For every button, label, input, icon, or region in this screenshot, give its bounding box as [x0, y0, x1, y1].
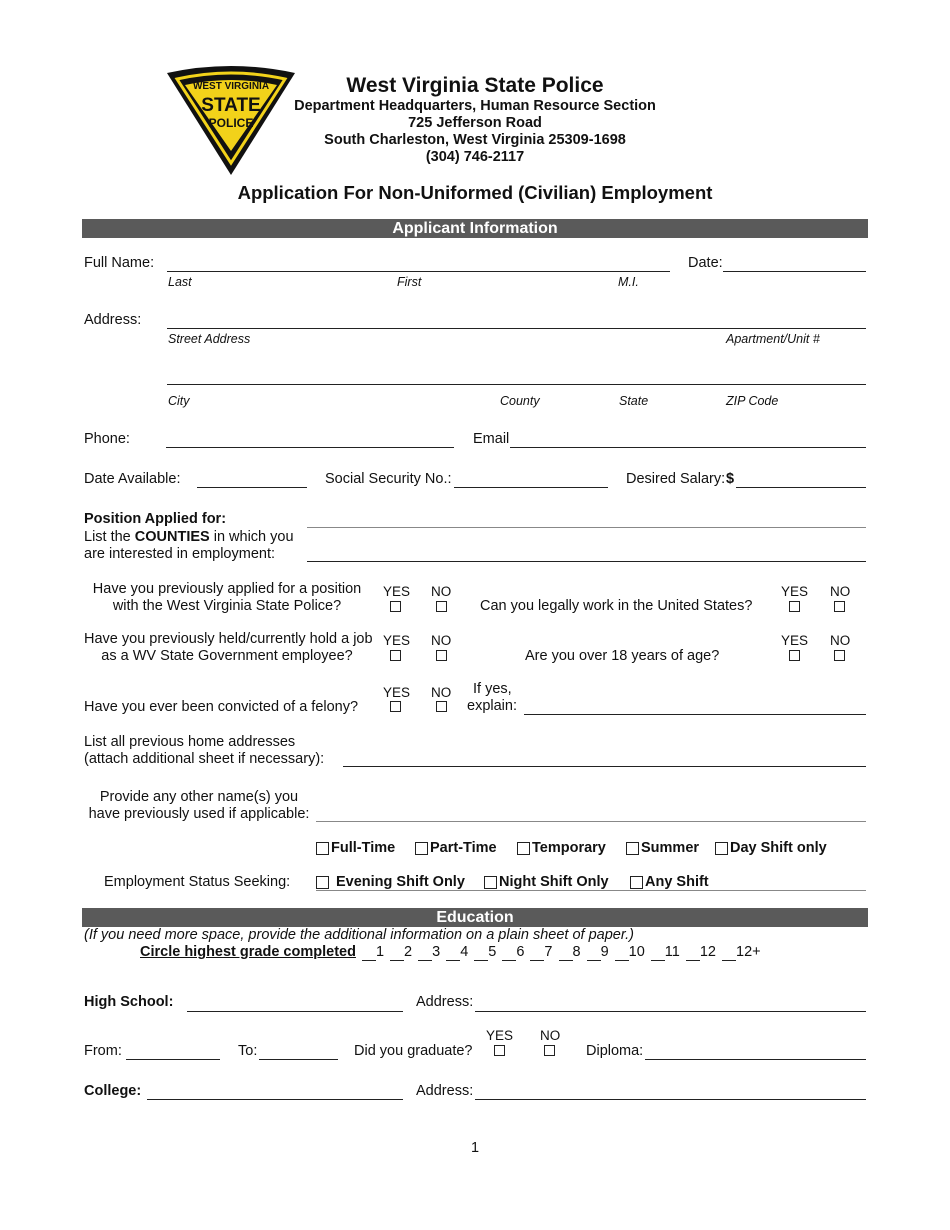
grade-blank[interactable]	[559, 944, 573, 961]
grade-row	[140, 944, 761, 961]
grade-option-1[interactable]: 1	[375, 944, 385, 960]
graduate-label: Did you graduate?	[354, 1043, 473, 1059]
summer-label: Summer	[641, 840, 700, 856]
summer-checkbox[interactable]	[626, 842, 639, 855]
seal-text-state: STATE	[201, 95, 261, 116]
felony-yes-checkbox[interactable]	[390, 701, 401, 712]
any-shift-checkbox[interactable]	[630, 876, 643, 889]
applied-yes-checkbox[interactable]	[390, 601, 401, 612]
part-time-checkbox[interactable]	[415, 842, 428, 855]
full-name-label: Full Name:	[84, 255, 155, 271]
full-time-checkbox[interactable]	[316, 842, 329, 855]
grade-option-3[interactable]: 3	[432, 944, 441, 960]
page-number: 1	[470, 1140, 480, 1156]
grade-blank[interactable]	[418, 944, 432, 961]
temporary-checkbox[interactable]	[517, 842, 530, 855]
city-state-zip-field[interactable]	[167, 384, 866, 385]
grade-option-8[interactable]: 8	[572, 944, 581, 960]
grade-options[interactable]	[356, 944, 761, 960]
no-label: NO	[830, 633, 851, 648]
explain-label: explain:	[467, 698, 517, 714]
evening-shift-checkbox[interactable]	[316, 876, 329, 889]
grade-blank[interactable]	[362, 944, 376, 961]
grade-option-12+[interactable]: 12+	[736, 944, 761, 960]
previous-addresses-line1: List all previous home addresses	[84, 734, 296, 750]
date-available-field[interactable]	[197, 487, 307, 488]
yes-label: YES	[383, 685, 411, 700]
college-address-field[interactable]	[475, 1099, 866, 1100]
from-field[interactable]	[126, 1059, 220, 1060]
yes-label: YES	[781, 584, 809, 599]
grade-blank[interactable]	[615, 944, 629, 961]
last-name-caption: Last	[168, 275, 192, 289]
employment-status-label: Employment Status Seeking:	[104, 874, 291, 890]
part-time-label: Part-Time	[430, 840, 497, 856]
full-name-field[interactable]	[167, 271, 670, 272]
college-address-label: Address:	[416, 1083, 474, 1099]
to-field[interactable]	[259, 1059, 338, 1060]
question-over-18: Are you over 18 years of age?	[525, 648, 720, 664]
seal-text-top: WEST VIRGINIA	[192, 81, 270, 92]
any-shift-label: Any Shift	[645, 874, 709, 890]
legal-work-no-checkbox[interactable]	[834, 601, 845, 612]
grade-option-5[interactable]: 5	[488, 944, 497, 960]
street-address-caption: Street Address	[168, 332, 251, 346]
grade-option-11[interactable]: 11	[664, 944, 680, 960]
yes-label: YES	[781, 633, 809, 648]
grade-blank[interactable]	[587, 944, 601, 961]
education-note: (If you need more space, provide the additional information on a plain sheet of paper.)	[84, 927, 634, 943]
day-shift-label: Day Shift only	[730, 840, 827, 856]
phone-line: (304) 746-2117	[425, 149, 525, 165]
question-felony: Have you ever been convicted of a felony?	[84, 699, 359, 715]
no-label: NO	[830, 584, 851, 599]
street-address-field[interactable]	[167, 328, 866, 329]
no-label: NO	[431, 584, 452, 599]
counties-label-line1	[84, 529, 294, 545]
desired-salary-field[interactable]	[736, 487, 866, 488]
date-available-label: Date Available:	[84, 471, 181, 487]
address-label: Address:	[84, 312, 142, 328]
graduate-yes-checkbox[interactable]	[494, 1045, 505, 1056]
college-field[interactable]	[147, 1099, 403, 1100]
phone-field[interactable]	[166, 447, 454, 448]
org-name: West Virginia State Police	[346, 74, 604, 97]
night-shift-checkbox[interactable]	[484, 876, 497, 889]
yes-label: YES	[486, 1028, 514, 1043]
diploma-label: Diploma:	[586, 1043, 644, 1059]
graduate-no-checkbox[interactable]	[544, 1045, 555, 1056]
grade-blank[interactable]	[722, 944, 736, 961]
night-shift-label: Night Shift Only	[499, 874, 609, 890]
full-time-label: Full-Time	[331, 840, 396, 856]
question-legal-work: Can you legally work in the United States?	[480, 598, 753, 614]
grade-blank[interactable]	[651, 944, 665, 961]
circle-grade-label: Circle highest grade completed	[140, 944, 356, 960]
yes-label: YES	[383, 584, 411, 599]
other-names-line2: have previously used if applicable:	[88, 806, 310, 822]
date-label: Date:	[688, 255, 723, 271]
section-education: Education	[82, 908, 868, 927]
grade-blank[interactable]	[686, 944, 700, 961]
from-label: From:	[84, 1043, 122, 1059]
felony-explain-field[interactable]	[524, 714, 866, 715]
no-label: NO	[540, 1028, 561, 1043]
over-18-yes-checkbox[interactable]	[789, 650, 800, 661]
legal-work-yes-checkbox[interactable]	[789, 601, 800, 612]
counties-suffix: in which you	[209, 529, 294, 545]
no-label: NO	[431, 685, 452, 700]
counties-bold: COUNTIES	[134, 529, 210, 545]
grade-option-9[interactable]: 9	[600, 944, 609, 960]
phone-label: Phone:	[84, 431, 130, 447]
grade-blank[interactable]	[390, 944, 404, 961]
ssn-field[interactable]	[454, 487, 608, 488]
first-name-caption: First	[397, 275, 422, 289]
college-label: College:	[84, 1083, 142, 1099]
day-shift-checkbox[interactable]	[715, 842, 728, 855]
held-job-yes-checkbox[interactable]	[390, 650, 401, 661]
position-applied-label: Position Applied for:	[84, 511, 227, 527]
desired-salary-label: Desired Salary:	[626, 471, 726, 487]
apartment-caption: Apartment/Unit #	[726, 332, 820, 346]
dollar-sign: $	[726, 471, 735, 487]
grade-blank[interactable]	[530, 944, 544, 961]
no-label: NO	[431, 633, 452, 648]
grade-option-6[interactable]: 6	[516, 944, 525, 960]
felony-no-checkbox[interactable]	[436, 701, 447, 712]
question-applied-line2: with the West Virginia State Police?	[112, 598, 342, 614]
status-underline	[316, 890, 866, 891]
other-names-line1: Provide any other name(s) you	[99, 789, 299, 805]
email-label: Email	[473, 431, 510, 447]
position-applied-field[interactable]	[307, 527, 866, 528]
applied-no-checkbox[interactable]	[436, 601, 447, 612]
over-18-no-checkbox[interactable]	[834, 650, 845, 661]
email-field[interactable]	[510, 447, 866, 448]
ssn-label: Social Security No.:	[325, 471, 452, 487]
date-field[interactable]	[723, 271, 866, 272]
question-held-line1: Have you previously held/currently hold a job	[84, 631, 373, 647]
city-line: South Charleston, West Virginia 25309-1698	[324, 132, 626, 148]
counties-prefix: List the	[84, 529, 135, 545]
county-caption: County	[500, 394, 540, 408]
grade-option-4[interactable]: 4	[460, 944, 469, 960]
high-school-field[interactable]	[187, 1011, 403, 1012]
other-names-field[interactable]	[316, 821, 866, 822]
high-school-address-label: Address:	[416, 994, 474, 1010]
grade-blank[interactable]	[474, 944, 488, 961]
dept-name: Department Headquarters, Human Resource Section	[294, 98, 656, 114]
previous-addresses-field[interactable]	[343, 766, 866, 767]
if-yes-label: If yes,	[473, 681, 512, 697]
high-school-label: High School:	[84, 994, 174, 1010]
temporary-label: Temporary	[532, 840, 606, 856]
state-caption: State	[619, 394, 649, 408]
counties-label-line2: are interested in employment:	[84, 546, 276, 562]
section-applicant-information: Applicant Information	[82, 219, 868, 238]
grade-option-7[interactable]: 7	[544, 944, 553, 960]
diploma-field[interactable]	[645, 1059, 866, 1060]
grade-blank[interactable]	[446, 944, 460, 961]
form-title: Application For Non-Uniformed (Civilian) Employment	[237, 182, 713, 203]
high-school-address-field[interactable]	[475, 1011, 866, 1012]
grade-blank[interactable]	[502, 944, 516, 961]
question-held-line2: as a WV State Government employee?	[101, 648, 353, 664]
street-address: 725 Jefferson Road	[408, 115, 542, 131]
question-applied-line1: Have you previously applied for a position	[92, 581, 362, 597]
previous-addresses-line2: (attach additional sheet if necessary):	[84, 751, 325, 767]
grade-option-2[interactable]: 2	[404, 944, 413, 960]
seal-text-police: POLICE	[208, 116, 254, 130]
middle-initial-caption: M.I.	[618, 275, 639, 289]
city-caption: City	[168, 394, 190, 408]
zip-caption: ZIP Code	[726, 394, 779, 408]
to-label: To:	[238, 1043, 258, 1059]
grade-option-10[interactable]: 10	[628, 944, 645, 960]
grade-option-12[interactable]: 12	[699, 944, 716, 960]
yes-label: YES	[383, 633, 411, 648]
counties-field[interactable]	[307, 561, 866, 562]
held-job-no-checkbox[interactable]	[436, 650, 447, 661]
evening-shift-label: Evening Shift Only	[336, 874, 465, 890]
